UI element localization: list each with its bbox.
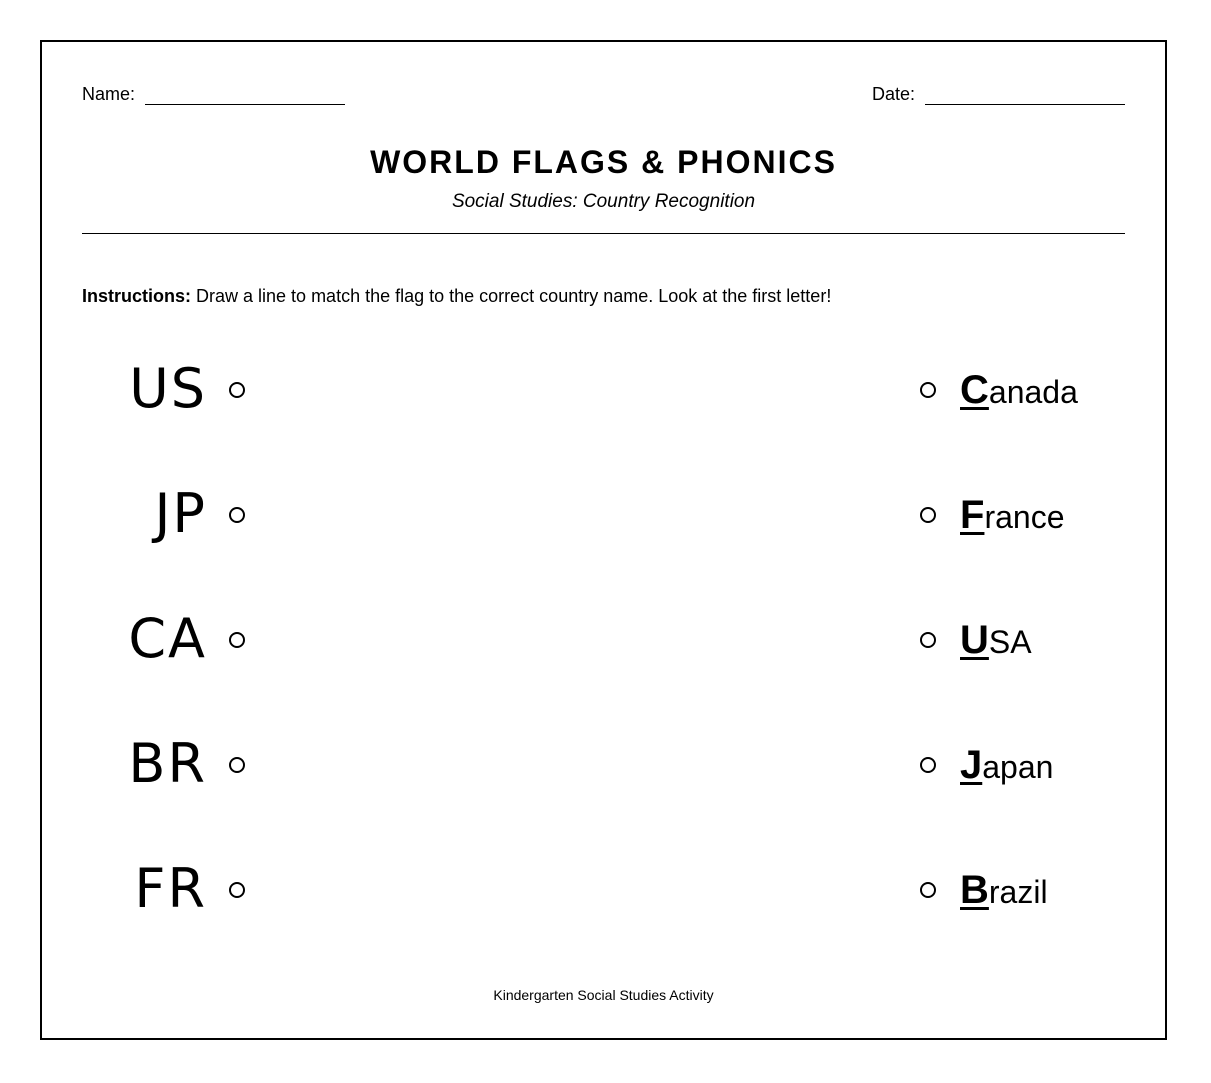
country-first-letter: J xyxy=(960,743,983,787)
flag-code: BR xyxy=(128,732,207,795)
match-row xyxy=(42,599,1165,679)
date-field xyxy=(872,83,1125,105)
country-first-letter: F xyxy=(960,493,985,537)
instructions-text: Draw a line to match the flag to the correct country name. Look at the first letter! xyxy=(191,286,832,306)
match-row xyxy=(42,724,1165,804)
country-rest: rance xyxy=(984,499,1065,535)
match-row xyxy=(42,349,1165,429)
right-match-dot[interactable] xyxy=(920,882,936,898)
instructions xyxy=(82,284,831,308)
name-line[interactable] xyxy=(145,88,345,105)
date-line[interactable] xyxy=(925,88,1125,105)
country-name xyxy=(960,370,1078,412)
country-name xyxy=(960,745,1053,787)
country-rest: apan xyxy=(982,749,1054,785)
flag-code: JP xyxy=(154,482,207,545)
left-match-dot[interactable] xyxy=(229,757,245,773)
country-first-letter: B xyxy=(960,868,989,912)
left-match-dot[interactable] xyxy=(229,507,245,523)
instructions-label: Instructions: xyxy=(82,286,192,306)
right-match-dot[interactable] xyxy=(920,382,936,398)
right-match-dot[interactable] xyxy=(920,757,936,773)
country-name xyxy=(960,620,1032,662)
footer-text: Kindergarten Social Studies Activity xyxy=(493,987,714,1003)
name-field xyxy=(82,83,345,105)
page-subtitle: Social Studies: Country Recognition xyxy=(451,191,756,212)
flag-code: FR xyxy=(134,857,207,920)
header-divider xyxy=(82,233,1125,234)
country-rest: anada xyxy=(988,374,1078,410)
country-name xyxy=(960,870,1048,912)
left-match-dot[interactable] xyxy=(229,882,245,898)
page-title: WORLD FLAGS & PHONICS xyxy=(370,144,837,180)
match-row xyxy=(42,474,1165,554)
country-first-letter: C xyxy=(960,368,989,412)
left-match-dot[interactable] xyxy=(229,382,245,398)
country-name xyxy=(960,495,1064,537)
name-label: Name: xyxy=(82,84,136,104)
match-row xyxy=(42,849,1165,929)
flag-code: CA xyxy=(128,607,207,670)
left-match-dot[interactable] xyxy=(229,632,245,648)
country-rest: razil xyxy=(988,874,1048,910)
worksheet xyxy=(40,40,1167,1040)
country-first-letter: U xyxy=(960,618,989,662)
country-rest: SA xyxy=(988,624,1032,660)
right-match-dot[interactable] xyxy=(920,632,936,648)
flag-code: US xyxy=(129,357,207,420)
right-match-dot[interactable] xyxy=(920,507,936,523)
date-label: Date: xyxy=(871,84,915,104)
